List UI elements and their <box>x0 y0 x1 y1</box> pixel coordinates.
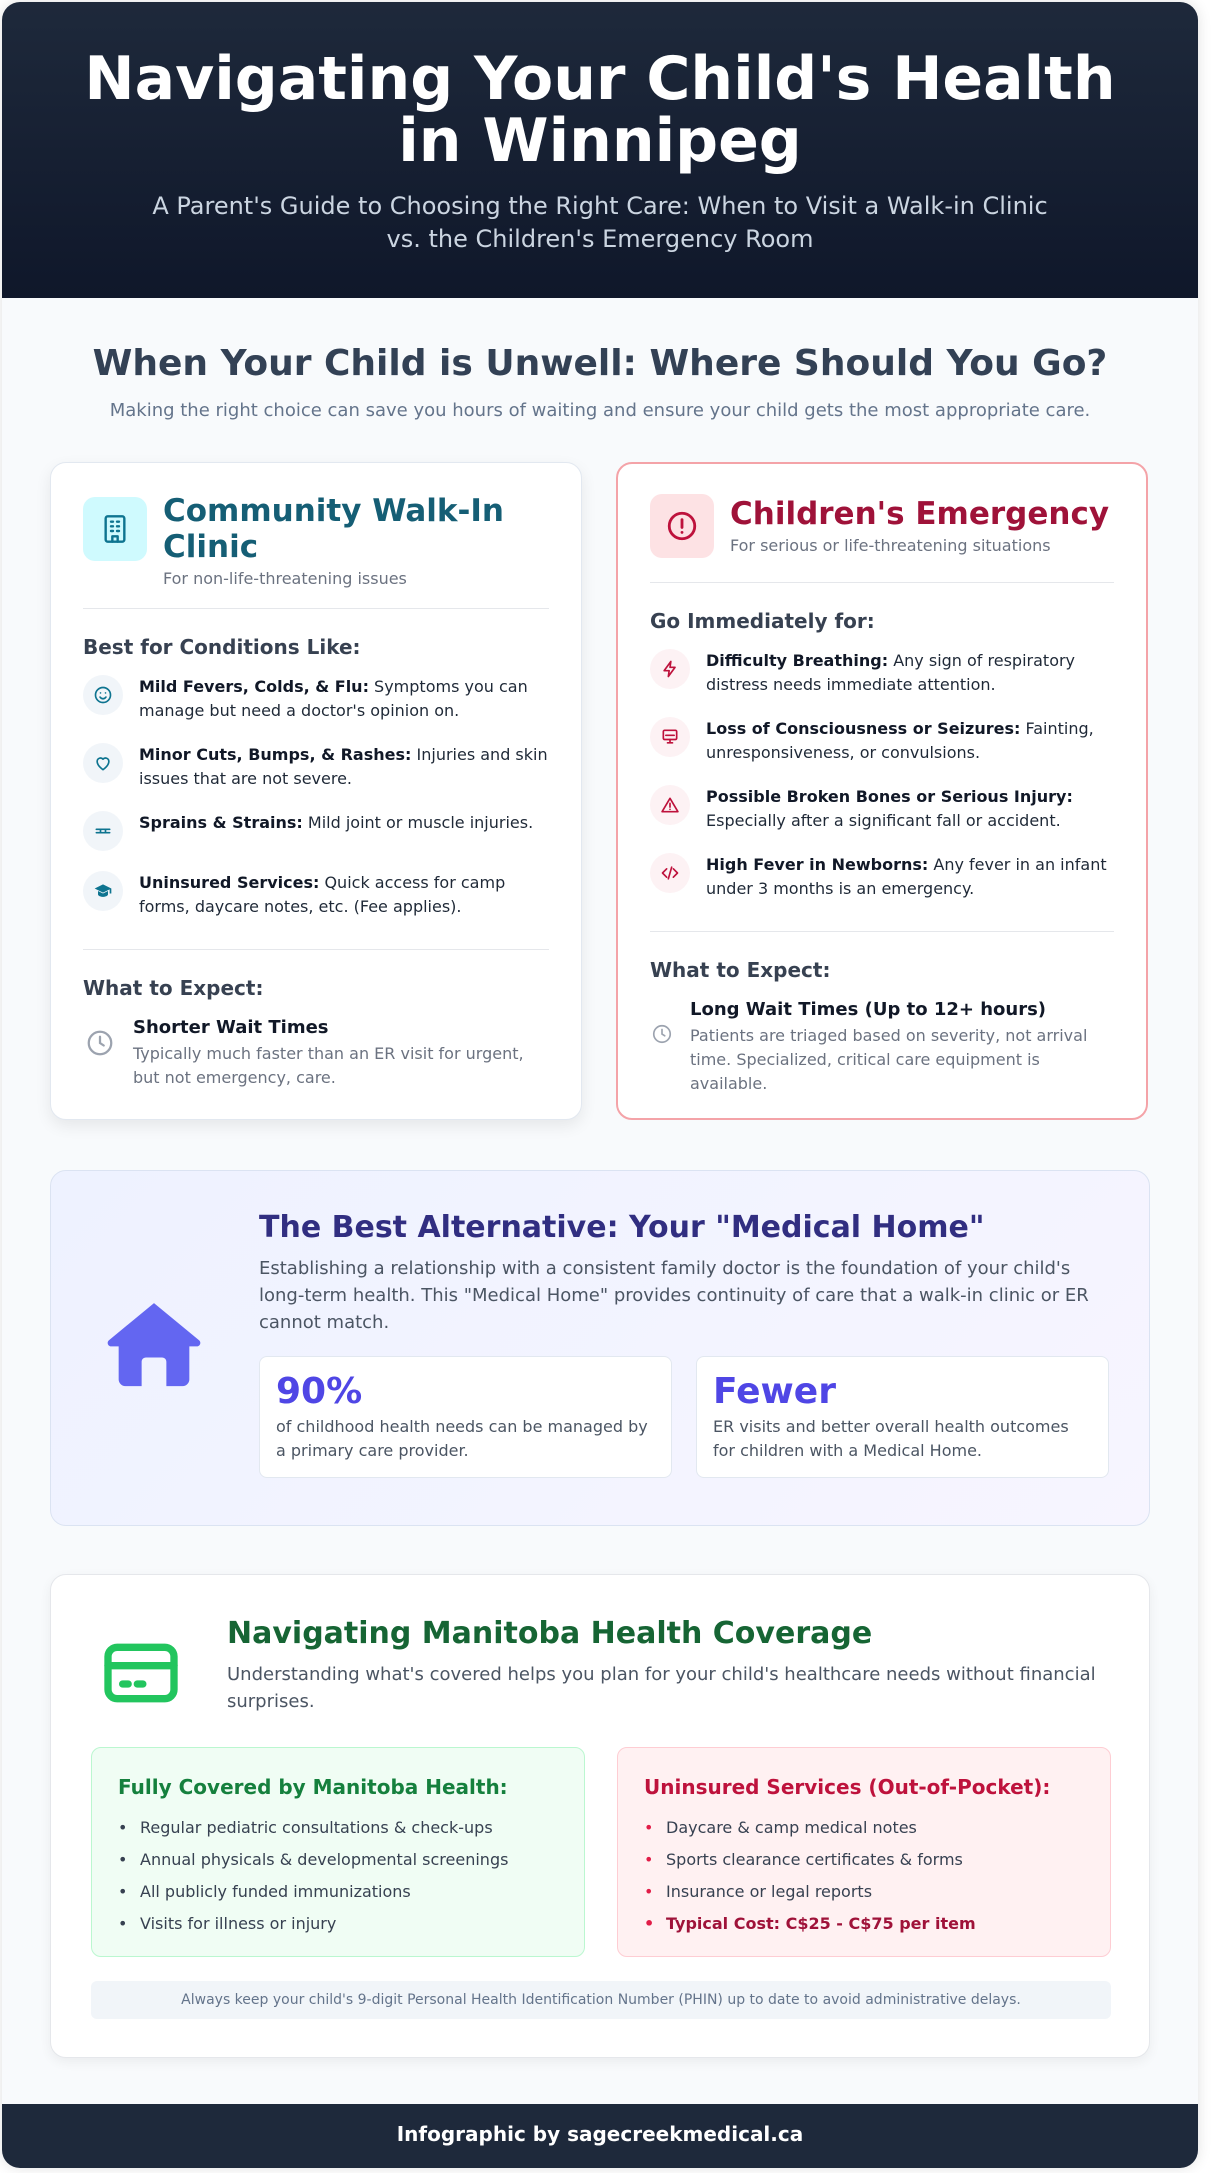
condition-item <box>83 811 549 851</box>
stat-value: 90% <box>276 1371 363 1412</box>
condition-text: Possible Broken Bones or Serious Injury: Especially after a significant fall or accident. <box>706 787 1073 830</box>
coverage-title: Navigating Manitoba Health Coverage <box>227 1616 873 1651</box>
condition-text: Minor Cuts, Bumps, & Rashes: Injuries and skin issues that are not severe. <box>139 745 548 788</box>
covered-title: Fully Covered by Manitoba Health: <box>118 1775 508 1799</box>
stat-text: of childhood health needs can be managed by a primary care provider. <box>276 1417 648 1460</box>
heart-icon <box>83 743 123 783</box>
house-icon <box>101 1289 207 1399</box>
hero-header <box>2 2 1198 298</box>
condition-text: Sprains & Strains: Mild joint or muscle injuries. <box>139 813 534 832</box>
page-title: Navigating Your Child's Health in Winnipeg <box>84 44 1116 176</box>
list-item: • Visits for illness or injury <box>118 1908 558 1940</box>
emergency-expectation <box>650 998 1114 1096</box>
health-coverage-section <box>50 1574 1150 2058</box>
condition-text: Loss of Consciousness or Seizures: Fainting, unresponsiveness, or convulsions. <box>706 719 1094 762</box>
covered-services-box <box>91 1747 585 1957</box>
infographic-page <box>2 2 1198 2168</box>
walk-in-subtitle: For non-life-threatening issues <box>163 569 407 588</box>
condition-text: Mild Fevers, Colds, & Flu: Symptoms you can manage but need a doctor's opinion on. <box>139 677 528 720</box>
emergency-title: Children's Emergency <box>730 496 1110 532</box>
monitor-icon <box>650 717 690 757</box>
walk-in-clinic-card <box>50 462 582 1120</box>
stat-text: ER visits and better overall health outcomes for children with a Medical Home. <box>713 1417 1069 1460</box>
condition-item <box>650 785 1114 833</box>
covered-list <box>118 1812 558 1940</box>
condition-item <box>650 649 1114 697</box>
stat-card <box>259 1356 672 1478</box>
list-item: • All publicly funded immunizations <box>118 1876 558 1908</box>
walk-in-card-header <box>83 493 549 588</box>
walk-in-title: Community Walk-In Clinic <box>163 493 504 565</box>
expect-title: Shorter Wait Times <box>133 1017 329 1038</box>
code-icon <box>650 853 690 893</box>
medical-home-section <box>50 1170 1150 1526</box>
medical-home-description: Establishing a relationship with a consistent family doctor is the foundation of your child's long-term health. This "Medical Home" provides continuity of care that a walk-in clinic or ER cannot match. <box>259 1258 1089 1333</box>
alert-circle-icon <box>650 494 714 558</box>
footer <box>2 2104 1198 2168</box>
lightning-icon <box>650 649 690 689</box>
coverage-description: Understanding what's covered helps you plan for your child's healthcare needs without financial surprises. <box>227 1664 1096 1712</box>
condition-item <box>650 853 1114 901</box>
walk-in-conditions-heading: Best for Conditions Like: <box>83 635 361 659</box>
expect-description: Patients are triaged based on severity, not arrival time. Specialized, critical care equipment is available. <box>690 1026 1088 1093</box>
divider <box>83 608 549 609</box>
condition-text: Uninsured Services: Quick access for camp forms, daycare notes, etc. (Fee applies). <box>139 873 506 916</box>
typical-cost: • Typical Cost: C$25 - C$75 per item <box>644 1908 1084 1940</box>
warning-triangle-icon <box>650 785 690 825</box>
divider <box>650 582 1114 583</box>
clock-icon <box>650 1022 674 1046</box>
care-choice-intro <box>2 298 1198 421</box>
condition-item <box>650 717 1114 765</box>
medical-home-stats <box>259 1356 1109 1478</box>
emergency-expect-heading: What to Expect: <box>650 958 831 982</box>
stat-card <box>696 1356 1109 1478</box>
condition-item <box>83 871 549 919</box>
section-title: When Your Child is Unwell: Where Should You Go? <box>92 343 1108 384</box>
clock-icon <box>83 1026 117 1060</box>
uninsured-services-box <box>617 1747 1111 1957</box>
care-comparison <box>50 462 1150 1120</box>
walk-in-expect-heading: What to Expect: <box>83 976 264 1000</box>
building-icon <box>83 497 147 561</box>
emergency-conditions-heading: Go Immediately for: <box>650 609 875 633</box>
smile-icon <box>83 675 123 715</box>
emergency-subtitle: For serious or life-threatening situations <box>730 536 1051 555</box>
card-icon <box>97 1629 185 1721</box>
list-item: • Insurance or legal reports <box>644 1876 1084 1908</box>
stat-value: Fewer <box>713 1371 836 1412</box>
page-subtitle: A Parent's Guide to Choosing the Right Care: When to Visit a Walk-in Clinic vs. the Children's Emergency Room <box>152 192 1048 253</box>
emergency-card <box>616 462 1148 1120</box>
divider <box>83 949 549 950</box>
expect-title: Long Wait Times (Up to 12+ hours) <box>690 999 1047 1020</box>
list-item: • Annual physicals & developmental screenings <box>118 1844 558 1876</box>
emergency-card-header <box>650 494 1114 558</box>
divider <box>650 931 1114 932</box>
expect-description: Typically much faster than an ER visit for urgent, but not emergency, care. <box>133 1044 524 1087</box>
bandage-icon <box>83 811 123 851</box>
medical-home-title: The Best Alternative: Your "Medical Home" <box>259 1210 985 1245</box>
section-subtitle: Making the right choice can save you hours of waiting and ensure your child gets the most appropriate care. <box>109 400 1091 421</box>
list-item: • Sports clearance certificates & forms <box>644 1844 1084 1876</box>
condition-item <box>83 675 549 723</box>
graduation-cap-icon <box>83 871 123 911</box>
condition-item <box>83 743 549 791</box>
uninsured-list <box>644 1812 1084 1940</box>
walk-in-expectation <box>83 1016 549 1090</box>
list-item: • Regular pediatric consultations & check-ups <box>118 1812 558 1844</box>
condition-text: Difficulty Breathing: Any sign of respiratory distress needs immediate attention. <box>706 651 1076 694</box>
uninsured-title: Uninsured Services (Out-of-Pocket): <box>644 1775 1051 1799</box>
list-item: • Daycare & camp medical notes <box>644 1812 1084 1844</box>
footer-credit: Infographic by sagecreekmedical.ca <box>396 2122 804 2146</box>
condition-text: High Fever in Newborns: Any fever in an infant under 3 months is an emergency. <box>706 855 1107 898</box>
phin-note: Always keep your child's 9-digit Personal Health Identification Number (PHIN) up to date to avoid administrative delays. <box>91 1981 1111 2019</box>
